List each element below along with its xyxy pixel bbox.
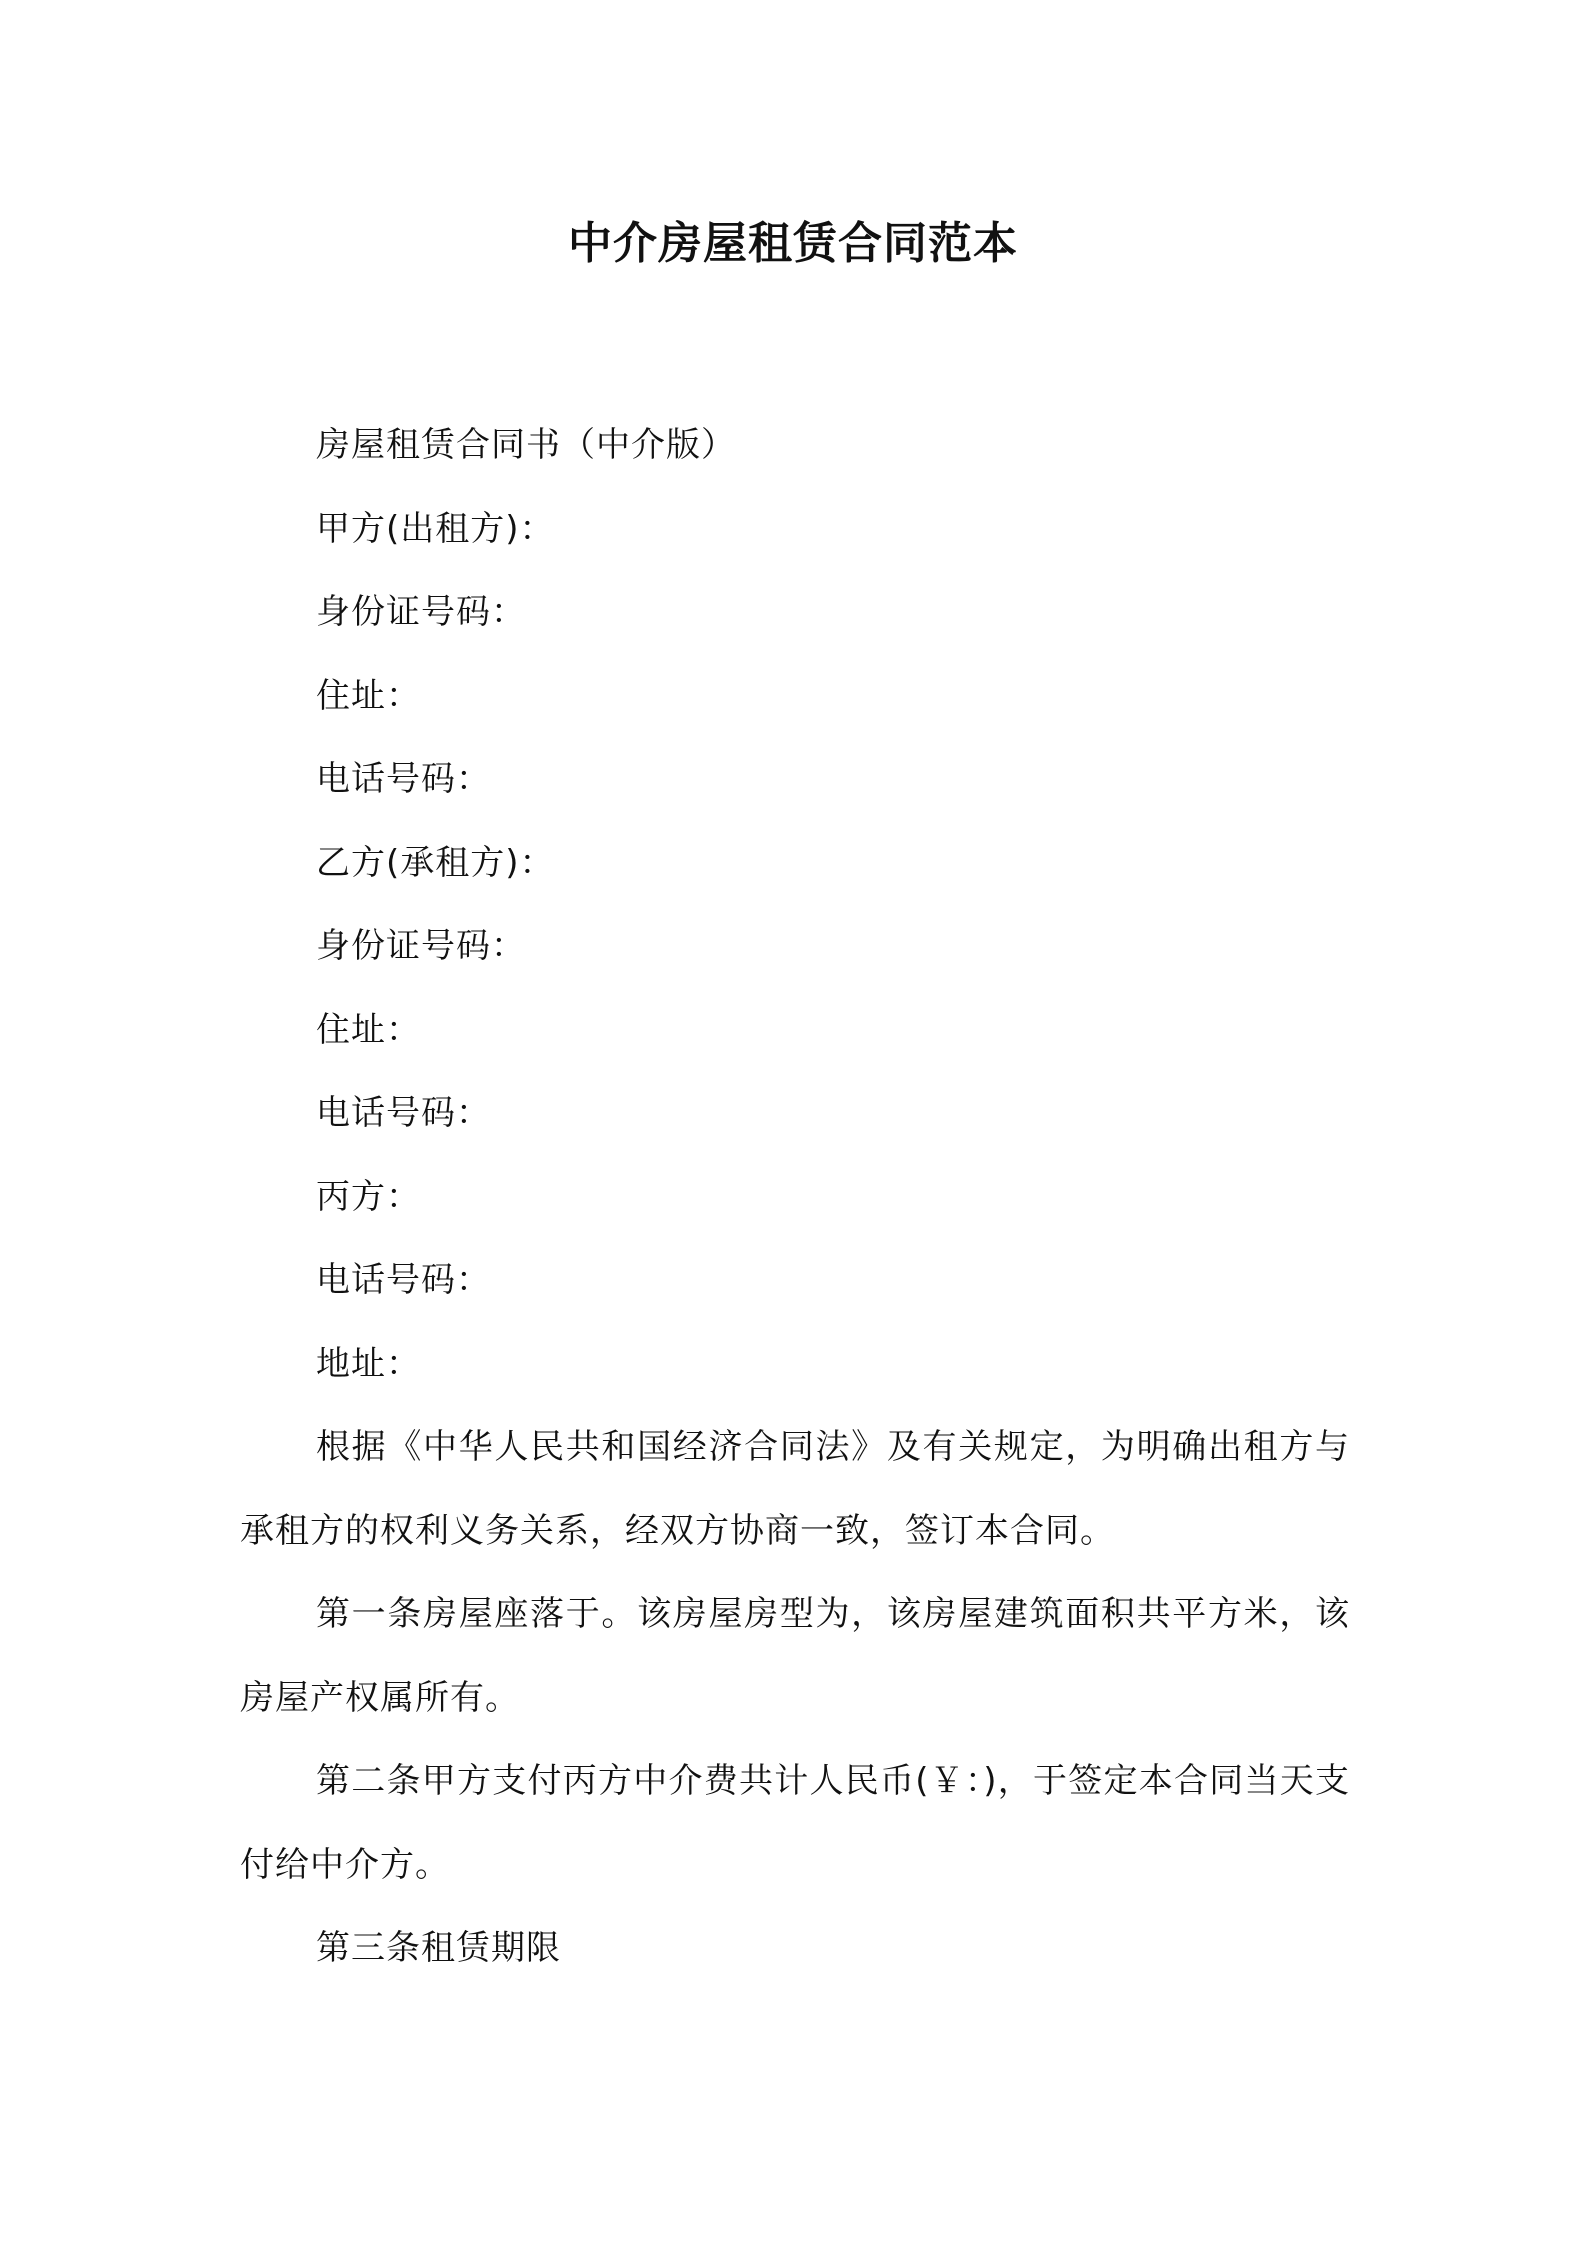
contract-subtitle: 房屋租赁合同书（中介版）	[316, 425, 736, 465]
paragraph-preamble: 根据《中华人民共和国经济合同法》及有关规定，为明确出租方与承租方的权利义务关系，经双方协商一致，签订本合同。	[240, 1427, 1350, 1551]
paragraph-article-3: 第三条租赁期限	[316, 1928, 561, 1968]
party-a-label: 甲方(出租方)：	[316, 508, 555, 549]
party-b-phone-label: 电话号码：	[316, 1093, 491, 1133]
party-a-phone-label: 电话号码：	[316, 759, 491, 799]
party-a-address-label: 住址：	[316, 675, 421, 716]
paragraph-article-1: 第一条房屋座落于。该房屋房型为，该房屋建筑面积共平方米，该房屋产权属所有。	[240, 1594, 1350, 1718]
party-a-id-label: 身份证号码：	[316, 592, 526, 632]
party-c-address-label: 地址：	[316, 1343, 421, 1384]
party-b-label: 乙方(承租方)：	[316, 842, 555, 883]
paragraph-article-2: 第二条甲方支付丙方中介费共计人民币(￥：)，于签定本合同当天支付给中介方。	[240, 1761, 1350, 1885]
document-title: 中介房屋租赁合同范本	[568, 218, 1018, 269]
party-b-address-label: 住址：	[316, 1009, 421, 1050]
party-c-phone-label: 电话号码：	[316, 1260, 491, 1300]
party-b-id-label: 身份证号码：	[316, 926, 526, 966]
document-body	[240, 404, 1350, 1991]
party-c-label: 丙方：	[316, 1176, 421, 1217]
